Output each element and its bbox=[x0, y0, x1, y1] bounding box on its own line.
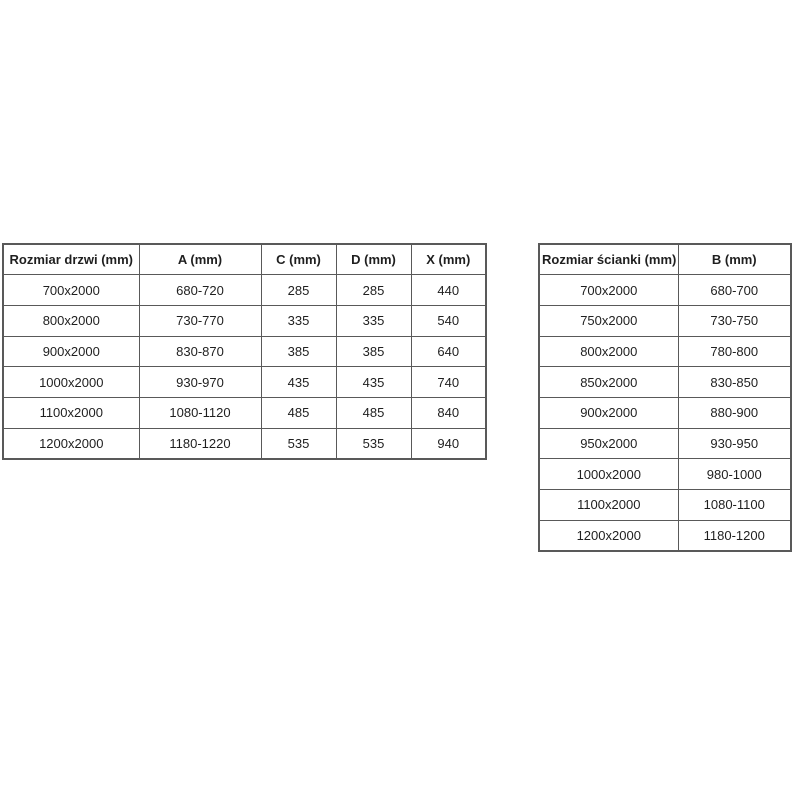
column-header-a: A (mm) bbox=[139, 244, 261, 275]
table-cell: 700x2000 bbox=[539, 275, 678, 306]
table-cell: 900x2000 bbox=[3, 336, 139, 367]
table-cell: 950x2000 bbox=[539, 428, 678, 459]
table-cell: 1200x2000 bbox=[3, 428, 139, 459]
table-cell: 1180-1200 bbox=[678, 520, 791, 551]
table-cell: 830-850 bbox=[678, 367, 791, 398]
table-cell: 285 bbox=[336, 275, 411, 306]
column-header-door-size: Rozmiar drzwi (mm) bbox=[3, 244, 139, 275]
table-cell: 535 bbox=[336, 428, 411, 459]
table-row bbox=[3, 428, 486, 459]
table-cell: 285 bbox=[261, 275, 336, 306]
column-header-x: X (mm) bbox=[411, 244, 486, 275]
wall-table-header-row bbox=[539, 244, 791, 275]
table-cell: 640 bbox=[411, 336, 486, 367]
table-cell: 1180-1220 bbox=[139, 428, 261, 459]
table-cell: 385 bbox=[261, 336, 336, 367]
table-row bbox=[3, 275, 486, 306]
table-cell: 485 bbox=[336, 397, 411, 428]
table-cell: 335 bbox=[261, 305, 336, 336]
table-row bbox=[539, 336, 791, 367]
table-cell: 1000x2000 bbox=[3, 367, 139, 398]
table-cell: 385 bbox=[336, 336, 411, 367]
table-row bbox=[539, 459, 791, 490]
table-row bbox=[539, 520, 791, 551]
table-cell: 1080-1120 bbox=[139, 397, 261, 428]
table-cell: 485 bbox=[261, 397, 336, 428]
table-cell: 800x2000 bbox=[539, 336, 678, 367]
door-table-header-row bbox=[3, 244, 486, 275]
table-row bbox=[3, 397, 486, 428]
table-row bbox=[3, 305, 486, 336]
table-cell: 1080-1100 bbox=[678, 490, 791, 521]
table-cell: 335 bbox=[336, 305, 411, 336]
table-cell: 830-870 bbox=[139, 336, 261, 367]
table-cell: 1100x2000 bbox=[3, 397, 139, 428]
table-cell: 680-700 bbox=[678, 275, 791, 306]
column-header-b: B (mm) bbox=[678, 244, 791, 275]
table-cell: 1000x2000 bbox=[539, 459, 678, 490]
table-row bbox=[3, 336, 486, 367]
wall-size-table bbox=[538, 243, 792, 552]
table-cell: 780-800 bbox=[678, 336, 791, 367]
table-cell: 740 bbox=[411, 367, 486, 398]
table-cell: 800x2000 bbox=[3, 305, 139, 336]
table-cell: 535 bbox=[261, 428, 336, 459]
table-row bbox=[539, 275, 791, 306]
table-cell: 440 bbox=[411, 275, 486, 306]
table-row bbox=[539, 367, 791, 398]
table-row bbox=[539, 490, 791, 521]
table-cell: 930-970 bbox=[139, 367, 261, 398]
table-cell: 930-950 bbox=[678, 428, 791, 459]
table-cell: 435 bbox=[336, 367, 411, 398]
column-header-wall-size: Rozmiar ścianki (mm) bbox=[539, 244, 678, 275]
table-cell: 1100x2000 bbox=[539, 490, 678, 521]
table-cell: 700x2000 bbox=[3, 275, 139, 306]
table-cell: 730-770 bbox=[139, 305, 261, 336]
column-header-d: D (mm) bbox=[336, 244, 411, 275]
table-cell: 840 bbox=[411, 397, 486, 428]
table-cell: 850x2000 bbox=[539, 367, 678, 398]
table-cell: 750x2000 bbox=[539, 305, 678, 336]
table-cell: 680-720 bbox=[139, 275, 261, 306]
table-cell: 880-900 bbox=[678, 397, 791, 428]
door-size-table bbox=[2, 243, 487, 460]
table-row bbox=[539, 397, 791, 428]
table-cell: 1200x2000 bbox=[539, 520, 678, 551]
table-cell: 435 bbox=[261, 367, 336, 398]
column-header-c: C (mm) bbox=[261, 244, 336, 275]
table-row bbox=[3, 367, 486, 398]
table-cell: 900x2000 bbox=[539, 397, 678, 428]
table-cell: 540 bbox=[411, 305, 486, 336]
table-cell: 980-1000 bbox=[678, 459, 791, 490]
table-row bbox=[539, 428, 791, 459]
table-cell: 730-750 bbox=[678, 305, 791, 336]
table-cell: 940 bbox=[411, 428, 486, 459]
table-row bbox=[539, 305, 791, 336]
